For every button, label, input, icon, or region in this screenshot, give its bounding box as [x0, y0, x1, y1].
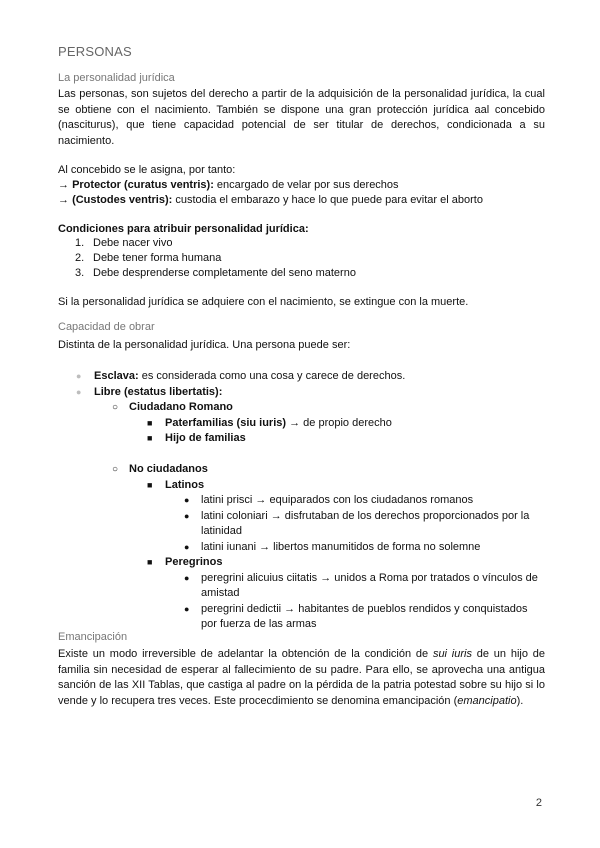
- arrow-icon: →: [58, 194, 69, 206]
- square-bullet-icon: ■: [147, 433, 153, 443]
- custodes-line: [58, 193, 483, 208]
- list-item: ● latini coloniari → disfrutaban de los derechos proporcionados por la: [58, 509, 545, 525]
- conditions-heading: Condiciones para atribuir personalidad jurídica:: [58, 223, 309, 235]
- square-bullet-icon: ■: [147, 557, 153, 567]
- circle-bullet-icon: ○: [112, 464, 119, 475]
- list-item: ● peregrini alicuius ciitatis → unidos a Roma por tratados o vínculos de: [58, 571, 545, 587]
- list-item: ■ Latinos: [58, 478, 545, 494]
- page-title: PERSONAS: [58, 44, 132, 59]
- square-bullet-icon: ■: [147, 479, 153, 490]
- list-item: ● peregrini dedictii → habitantes de pueblos rendidos y conquistados: [58, 602, 545, 618]
- paragraph-emancipacion: Existe un modo irreversible de adelantar la obtención de la condición de sui iuris de un hijo de familia sin necesidad de esperar al fallecimiento de su padre. Para ello, se aprovecha una antigua sanción de las XII Tablas, que castiga al padre on la pérdida de la patria potestad sobre su hijo si lo vende y lo recupera tres veces. Este procecdimiento se denomina emancipación (emancipatio).: [58, 648, 545, 707]
- dot-bullet-icon: ●: [184, 495, 190, 505]
- list-item: ● Libre (estatus libertatis):: [58, 385, 545, 401]
- list-item-continuation: por fuerza de las armas: [201, 618, 317, 630]
- bullet-icon: ●: [76, 371, 82, 381]
- protector-text: encargado de velar por sus derechos: [213, 179, 399, 191]
- section-heading-personalidad: La personalidad jurídica: [58, 72, 175, 84]
- list-item: ■ Paterfamilias (siu iuris) → de propio derecho: [58, 416, 545, 432]
- list-item-continuation: latinidad: [201, 525, 242, 537]
- custodes-label: (Custodes ventris):: [72, 194, 173, 206]
- list-item: ■ Peregrinos: [58, 555, 545, 571]
- section-heading-emancipacion: Emancipación: [58, 631, 128, 643]
- list-item-continuation: amistad: [201, 587, 240, 599]
- list-item: 3. Debe desprenderse completamente del seno materno: [75, 267, 356, 280]
- section-heading-capacidad: Capacidad de obrar: [58, 321, 155, 333]
- list-item: 1. Debe nacer vivo: [75, 237, 173, 249]
- list-item: ○ Ciudadano Romano: [58, 400, 545, 416]
- protector-line: [58, 178, 399, 193]
- list-item: ○ No ciudadanos: [58, 462, 545, 478]
- arrow-icon: →: [58, 179, 69, 191]
- bullet-icon: ●: [76, 386, 82, 397]
- list-item: ■ Hijo de familias: [58, 431, 545, 447]
- custodes-text: custodia el embarazo y hace lo que puede para evitar el aborto: [172, 194, 483, 206]
- list-item: ● Esclava: es considerada como una cosa y carece de derechos.: [58, 369, 545, 385]
- closing-line: Si la personalidad jurídica se adquiere con el nacimiento, se extingue con la muerte.: [58, 296, 469, 308]
- capacidad-intro: Distinta de la personalidad jurídica. Una persona puede ser:: [58, 339, 351, 351]
- list-item: ● latini prisci → equiparados con los ciudadanos romanos: [58, 493, 545, 509]
- paragraph-personalidad: Las personas, son sujetos del derecho a partir de la adquisición de la personalidad jurídica, la cual se obtiene con el nacimiento. También se dispone una gran protección jurídica aal concebido (nasciturus), que tiene capacidad potencial de ser titular de derechos, condicionada a su nacimiento.: [58, 88, 545, 147]
- conditions-list: [58, 236, 356, 282]
- dot-bullet-icon: ●: [184, 510, 190, 521]
- dot-bullet-icon: ●: [184, 572, 190, 583]
- list-item: 2. Debe tener forma humana: [75, 252, 222, 265]
- circle-bullet-icon: ○: [112, 402, 119, 413]
- capacidad-list: [58, 369, 545, 633]
- concebido-intro: Al concebido se le asigna, por tanto:: [58, 164, 236, 176]
- dot-bullet-icon: ●: [184, 541, 190, 552]
- dot-bullet-icon: ●: [184, 603, 190, 614]
- page-number: 2: [535, 797, 542, 809]
- list-item: ● latini iunani → libertos manumitidos de forma no solemne: [58, 540, 545, 556]
- protector-label: Protector (curatus ventris):: [72, 179, 214, 191]
- square-bullet-icon: ■: [147, 417, 153, 428]
